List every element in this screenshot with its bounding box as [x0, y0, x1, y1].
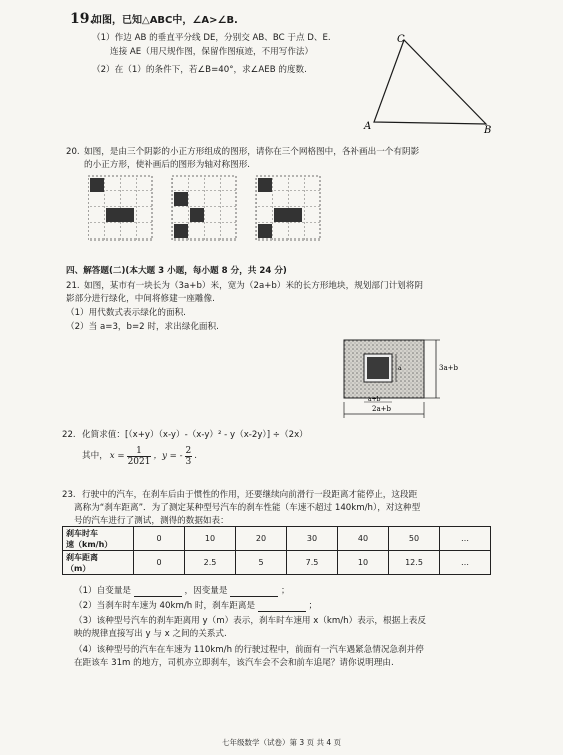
- page-footer: 七年级数学（试卷）第 3 页 共 4 页: [222, 738, 341, 747]
- table-cell: 12.5: [389, 551, 440, 575]
- q23-part3-line2: 映的规律直接写出 y 与 x 之间的关系式.: [74, 629, 227, 639]
- q19-part1-line2: 连接 AE（用尺规作图，保留作图痕迹，不用写作法）: [110, 47, 314, 57]
- q21-number: 21.: [66, 281, 80, 291]
- q19-stem: 如图，已知△ABC中，∠A>∠B.: [92, 15, 238, 26]
- grid1-shaded-cell: [106, 208, 134, 222]
- q21-land-figure: [336, 336, 466, 422]
- section4-heading: 四、解答题(二)(本大题 3 小题，每小题 8 分，共 24 分): [66, 266, 287, 276]
- grid2-shaded-cell: [190, 208, 204, 222]
- grid-2: [172, 176, 236, 240]
- q23-part1: （1）自变量是 ，因变量是 ；: [74, 586, 290, 596]
- table-cell: …: [440, 551, 491, 575]
- q20-line1: 如图，是由三个阴影的小正方形组成的图形，请你在三个网格图中，各补画出一个有阴影: [84, 147, 420, 157]
- y-label: ，y = -: [153, 451, 183, 461]
- q23-part4-line2: 在距该车 31m 的地方，司机亦立即刹车，该汽车会不会和前车追尾？请你说明理由.: [74, 658, 394, 668]
- x-fraction: [127, 446, 152, 467]
- q20-grids-figure: [88, 174, 328, 242]
- q22-condition: [82, 446, 197, 467]
- table-cell: 40: [338, 527, 389, 551]
- q22-number: 22.: [62, 430, 76, 440]
- x-numerator: 1: [127, 446, 152, 457]
- braking-data-table: [62, 526, 491, 575]
- q22-end: .: [194, 451, 197, 461]
- small-a-label: a: [398, 365, 402, 372]
- vertex-c-label: C: [397, 34, 405, 45]
- width-label: 2a+b: [372, 405, 391, 413]
- table-cell: 5: [236, 551, 287, 575]
- small-label: a+b: [368, 396, 381, 403]
- q20-number: 20.: [66, 147, 80, 157]
- q23-number: 23.: [62, 490, 76, 500]
- x-label: x =: [109, 451, 125, 461]
- table-row: [63, 551, 491, 575]
- q23-line2: 离称为“刹车距离”．为了测定某种型号汽车的刹车性能（车速不超过 140km/h），对这种型: [74, 503, 421, 513]
- grid1-shaded-cell: [90, 178, 104, 192]
- answer-blank[interactable]: [258, 602, 306, 612]
- table-cell: 0: [134, 551, 185, 575]
- grid-1: [88, 176, 152, 240]
- table-cell: 50: [389, 527, 440, 551]
- q21-part2: （2）当 a=3，b=2 时，求出绿化面积.: [66, 322, 219, 332]
- q22-where: 其中，: [82, 451, 108, 461]
- table-cell: 7.5: [287, 551, 338, 575]
- q21-line2: 影部分进行绿化，中间将修建一座雕像.: [66, 294, 215, 304]
- row-header-speed: 刹车时车 速（km/h）: [63, 527, 134, 551]
- vertex-b-label: B: [484, 125, 492, 134]
- q19-part1-line1: （1）作边 AB 的垂直平分线 DE，分别交 AB、BC 于点 D、E.: [92, 33, 331, 43]
- q20-line2: 的小正方形，使补画后的图形为轴对称图形.: [84, 160, 251, 170]
- y-fraction: [185, 446, 193, 467]
- q22-line1: 化简求值：[（x+y）（x-y）-（x-y）² - y（x-2y）] ÷（2x）: [82, 430, 308, 440]
- grid-3: [256, 176, 320, 240]
- triangle-abc-figure: [360, 34, 500, 134]
- grid3-shaded-cell: [258, 224, 272, 238]
- q23-line3: 号的汽车进行了测试，测得的数据如表：: [74, 516, 229, 526]
- answer-blank[interactable]: [230, 587, 278, 597]
- q19-part2: （2）在（1）的条件下，若∠B=40°，求∠AEB 的度数.: [92, 65, 307, 75]
- grid3-shaded-cell: [274, 208, 302, 222]
- statue-inner: [367, 357, 389, 379]
- grid2-shaded-cell: [174, 224, 188, 238]
- q23-part4-line1: （4）该种型号的汽车在车速为 110km/h 的行驶过程中，前面有一汽车遇紧急情况急刹并停: [74, 645, 424, 655]
- q21-part1: （1）用代数式表示绿化的面积.: [66, 308, 186, 318]
- row-header-distance: 刹车距离 （m）: [63, 551, 134, 575]
- q19-number: 19.: [70, 11, 95, 27]
- grid2-shaded-cell: [174, 192, 188, 206]
- table-cell: 2.5: [185, 551, 236, 575]
- q21-line1: 如图，某市有一块长为（3a+b）米，宽为（2a+b）米的长方形地块，规划部门计划将阴: [84, 281, 423, 291]
- q23-line1: 行驶中的汽车，在刹车后由于惯性的作用，还要继续向前滑行一段距离才能停止，这段距: [82, 490, 418, 500]
- table-cell: 30: [287, 527, 338, 551]
- grid3-shaded-cell: [258, 178, 272, 192]
- y-denominator: 3: [185, 457, 192, 467]
- table-row: [63, 527, 491, 551]
- q23-part3-line1: （3）该种型号汽车的刹车距离用 y（m）表示，刹车时车速用 x（km/h）表示，根据上表反: [74, 616, 426, 626]
- height-label: 3a+b: [439, 364, 458, 372]
- table-cell: 0: [134, 527, 185, 551]
- table-cell: 10: [338, 551, 389, 575]
- x-denominator: 2021: [127, 457, 151, 467]
- answer-blank[interactable]: [134, 587, 182, 597]
- vertex-a-label: A: [364, 121, 372, 132]
- y-numerator: 2: [185, 446, 192, 456]
- table-cell: …: [440, 527, 491, 551]
- table-cell: 10: [185, 527, 236, 551]
- q23-part2: （2）当刹车时车速为 40km/h 时，刹车距离是 ；: [74, 601, 318, 611]
- table-cell: 20: [236, 527, 287, 551]
